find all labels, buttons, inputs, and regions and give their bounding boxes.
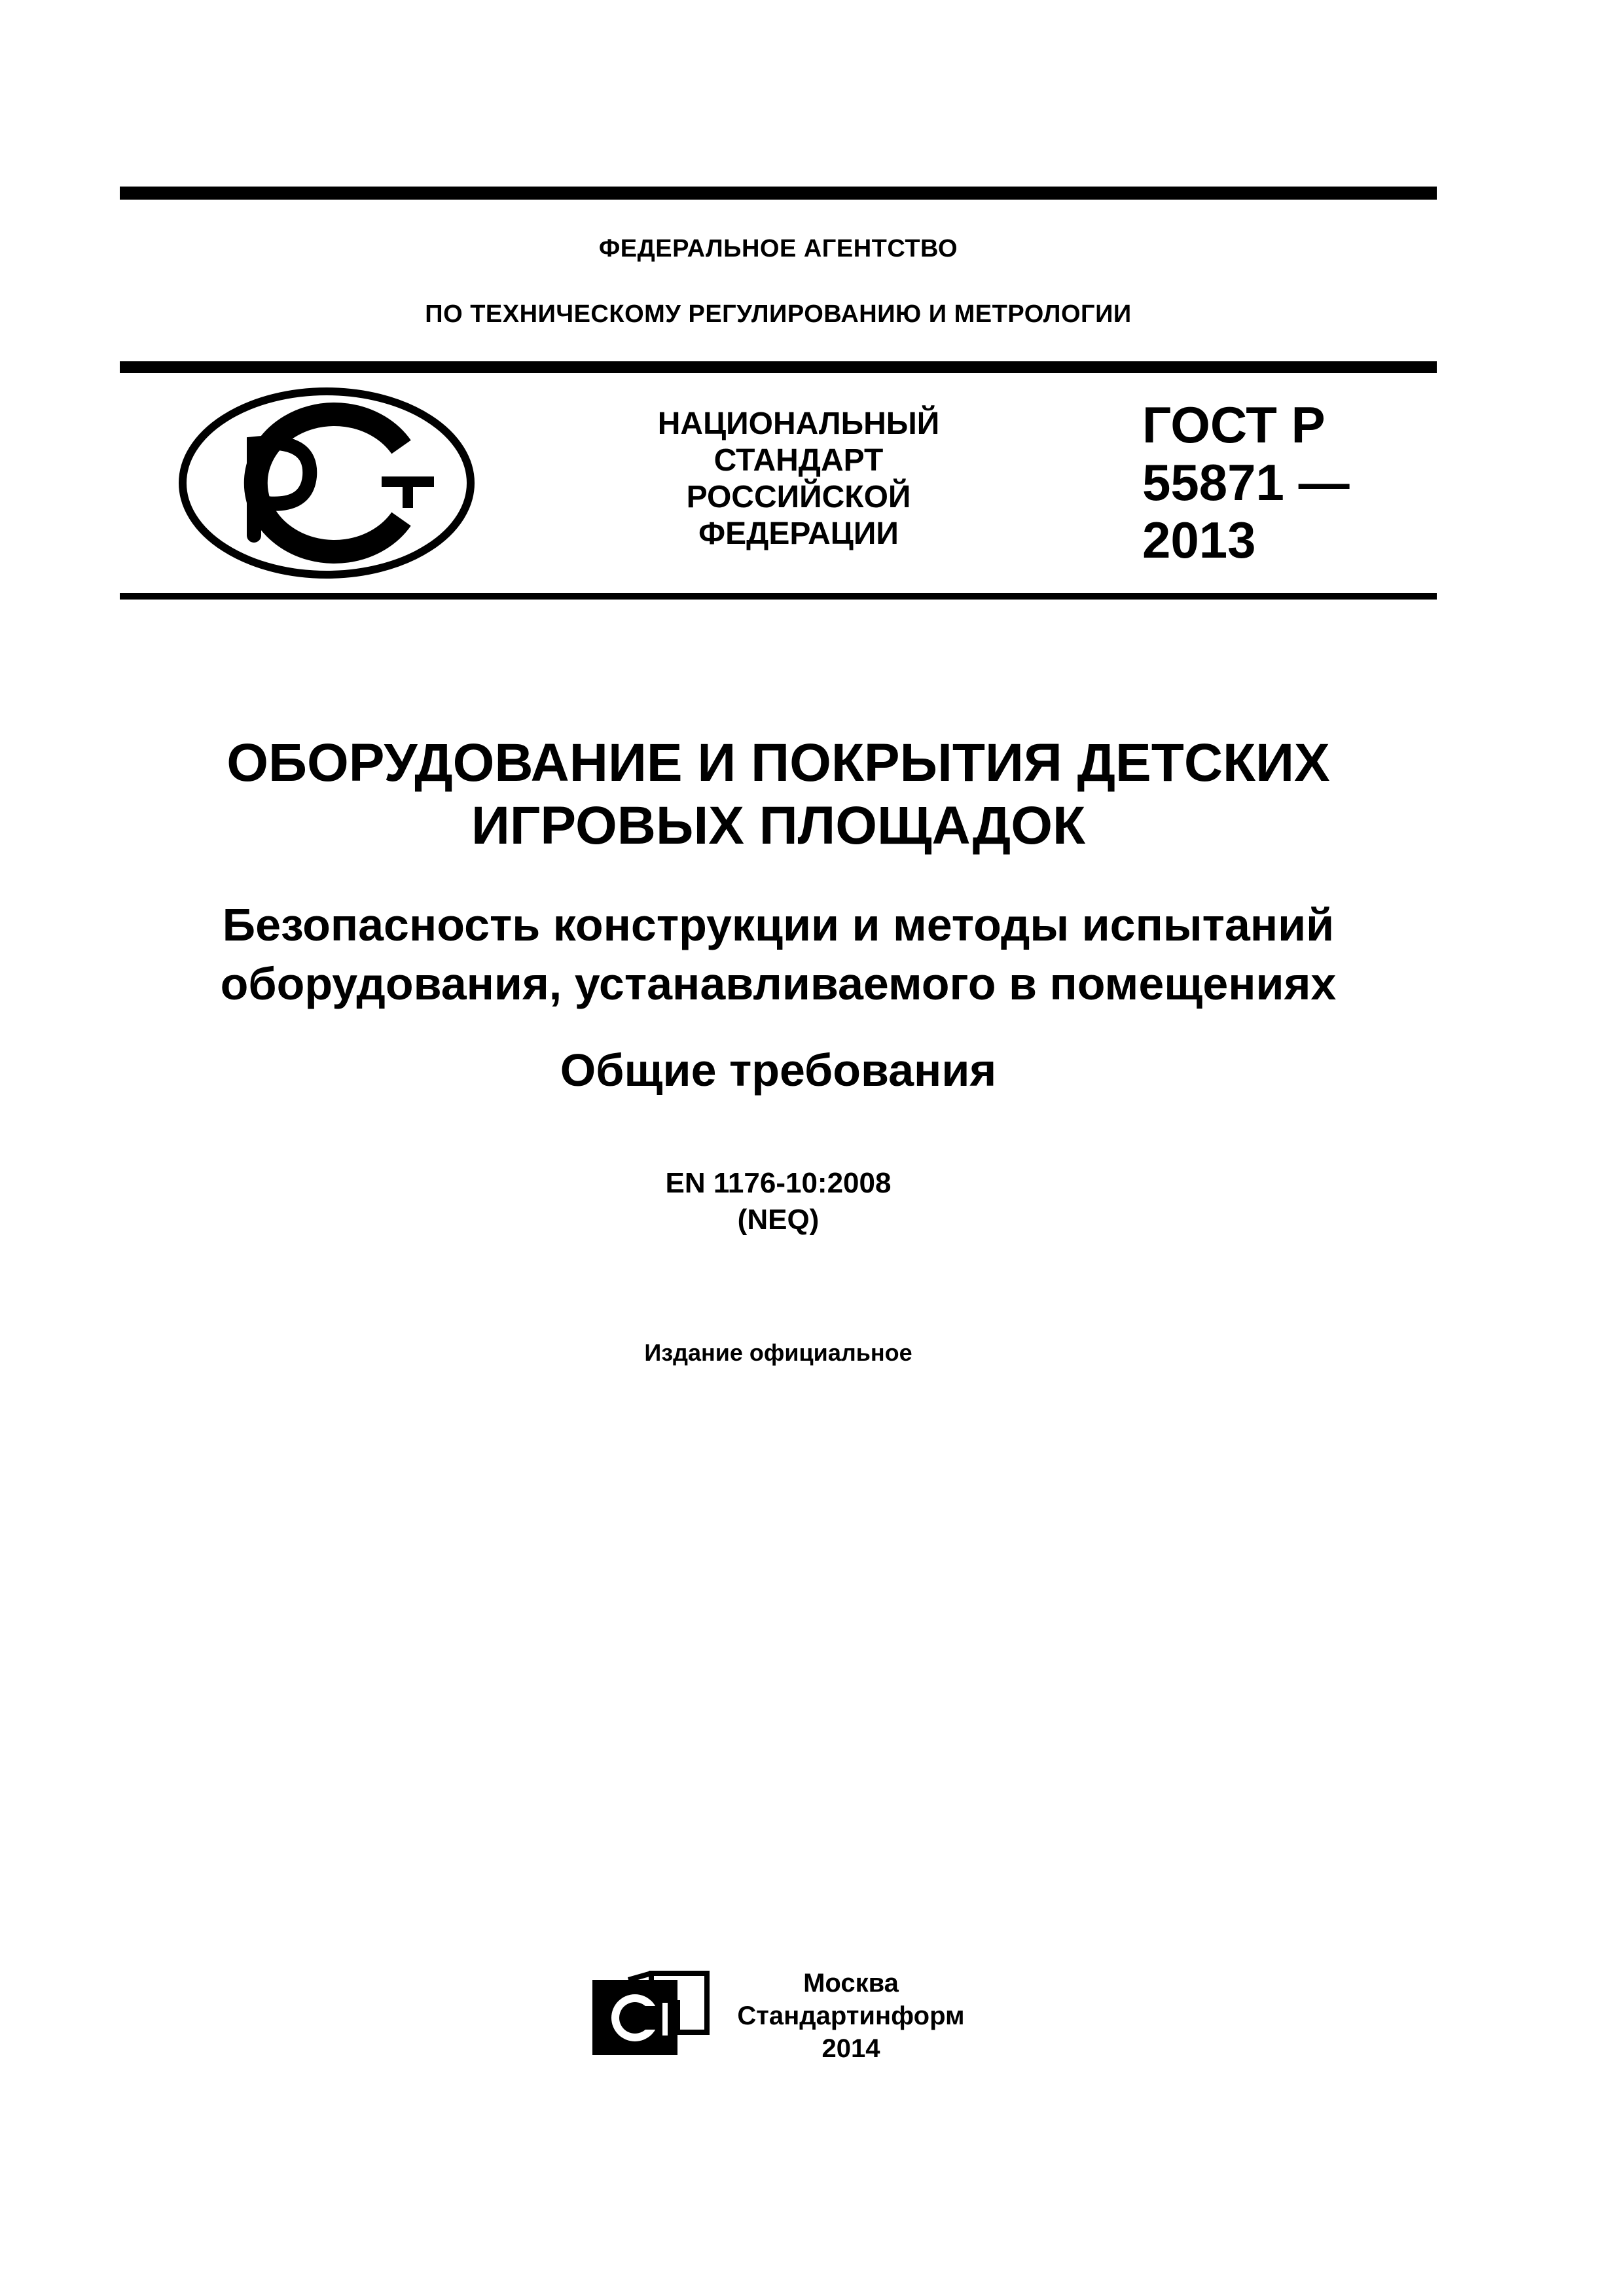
national-standard-line: НАЦИОНАЛЬНЫЙ bbox=[657, 406, 940, 441]
standard-number-line: 2013 bbox=[1142, 511, 1256, 569]
document-subtitle-line: Безопасность конструкции и методы испытаний bbox=[222, 899, 1335, 950]
general-requirements-heading: Общие требования bbox=[560, 1045, 997, 1096]
standartinform-logo-icon bbox=[589, 1967, 713, 2058]
national-standard-label bbox=[615, 406, 982, 552]
document-subtitle bbox=[120, 895, 1437, 1013]
equivalence-degree: (NEQ) bbox=[737, 1204, 820, 1236]
document-subtitle-line: оборудования, устанавливаемого в помещениях bbox=[220, 958, 1337, 1009]
en-standard-reference: EN 1176-10:2008 bbox=[665, 1167, 892, 1199]
document-title bbox=[120, 732, 1437, 857]
agency-name-line2: ПО ТЕХНИЧЕСКОМУ РЕГУЛИРОВАНИЮ И МЕТРОЛОГИИ bbox=[425, 300, 1132, 328]
middle-divider bbox=[120, 361, 1437, 373]
national-standard-line: СТАНДАРТ bbox=[713, 443, 884, 478]
national-standard-line: ФЕДЕРАЦИИ bbox=[698, 516, 899, 551]
harmonization-reference bbox=[120, 1165, 1437, 1238]
bottom-divider bbox=[120, 593, 1437, 600]
top-divider bbox=[120, 187, 1437, 200]
document-title-line: ОБОРУДОВАНИЕ И ПОКРЫТИЯ ДЕТСКИХ bbox=[226, 733, 1330, 793]
national-standard-line: РОССИЙСКОЙ bbox=[686, 480, 911, 514]
publisher-name: Стандартинформ bbox=[737, 2001, 965, 2030]
document-title-line: ИГРОВЫХ ПЛОЩАДОК bbox=[471, 796, 1086, 855]
agency-name-line1: ФЕДЕРАЛЬНОЕ АГЕНТСТВО bbox=[598, 235, 958, 262]
standard-number-line: ГОСТ Р bbox=[1142, 396, 1326, 454]
standard-number bbox=[1142, 396, 1417, 569]
rst-mark-icon bbox=[175, 385, 478, 581]
standard-number-line: 55871 — bbox=[1142, 454, 1350, 511]
publisher-city: Москва bbox=[803, 1969, 899, 1998]
official-edition-label: Издание официальное bbox=[644, 1339, 912, 1366]
publisher-block bbox=[713, 1967, 988, 2065]
publication-year: 2014 bbox=[821, 2034, 880, 2063]
